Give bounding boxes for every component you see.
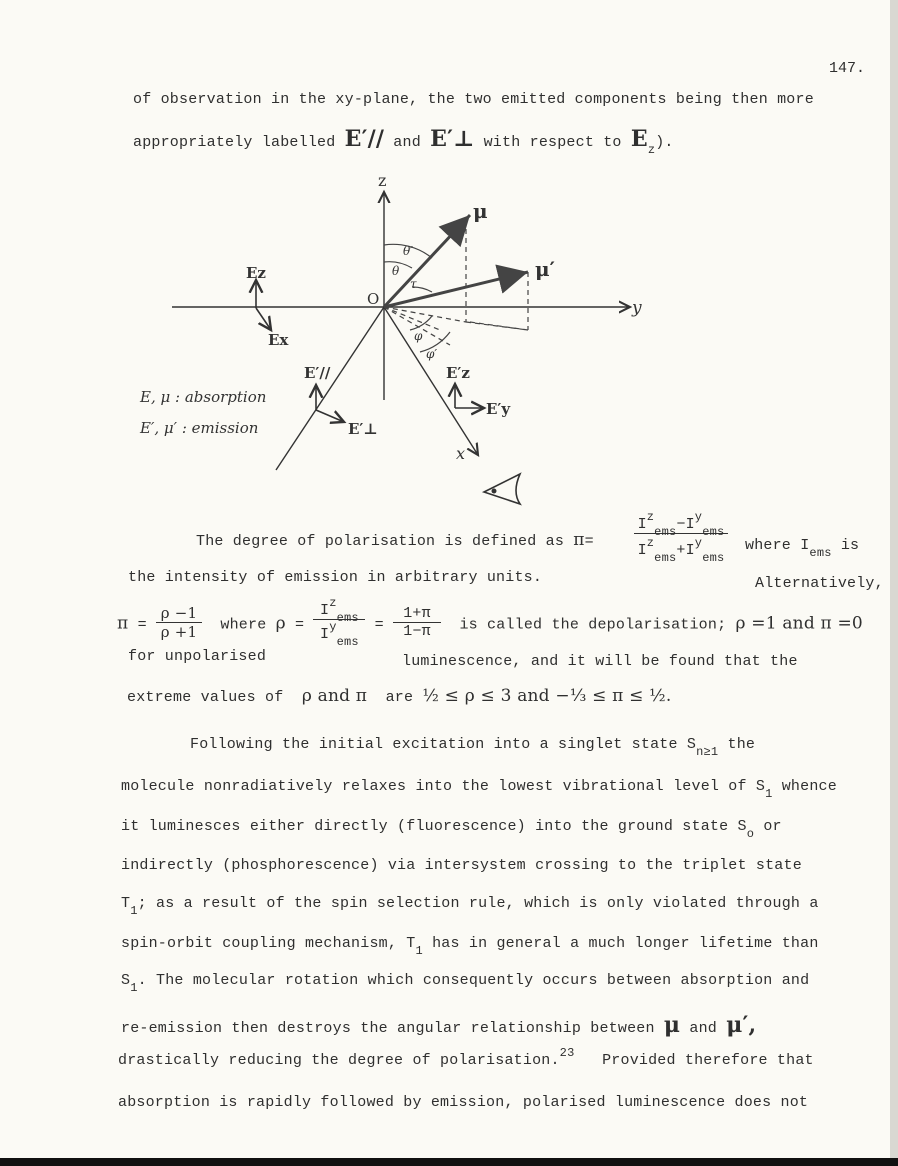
pi-symbol: π <box>573 530 585 550</box>
e-perp-vector <box>316 410 344 422</box>
mu-prime-vector <box>384 272 528 307</box>
para2-line-5: $T_1$; as a result of the spin selection rule, which is only violated through a <box>121 895 819 918</box>
x-axis-label: x <box>456 444 466 463</box>
e-z-subscript: z <box>647 143 656 157</box>
polarisation-line-4a: for unpolarised <box>128 648 267 665</box>
mu-prime-label: μ′ <box>535 257 555 281</box>
pi-fraction: $\frac{I^z_{ems}-I^y_{ems}}{I^z_{ems}+I^y_{ems}}$ <box>634 518 728 561</box>
phi-label: φ <box>414 329 423 343</box>
theta-prime-label: θ′ <box>403 244 413 258</box>
para2-line-7: $S_1$. The molecular rotation which consequently occurs between absorption and <box>121 972 810 995</box>
extreme-values-line: extreme values of ρ and π are ½ ≤ ρ ≤ 3 and −⅓ ≤ π ≤ ½. <box>127 686 672 706</box>
intro-line-2-b: with respect to <box>483 134 622 151</box>
ez-label: Ez <box>246 264 266 282</box>
ex-label: Ex <box>268 331 289 349</box>
mu-symbol: μ <box>663 1012 681 1038</box>
observer-eye <box>484 474 520 504</box>
y-axis-label: y <box>632 298 642 318</box>
equals: = <box>584 533 594 550</box>
e-perp-symbol: E′⊥ <box>430 126 475 152</box>
mu-prime-symbol: μ′, <box>726 1012 757 1038</box>
observation-line <box>276 307 384 470</box>
alternatively: Alternatively, <box>755 575 884 592</box>
ex-vector <box>256 308 271 330</box>
intro-line-1: of observation in the xy-plane, the two emitted components being then more <box>133 91 814 108</box>
para2-line-9: drastically reducing the degree of polarisation.$^{23}$ Provided therefore that <box>118 1046 814 1069</box>
intro-and: and <box>393 134 421 151</box>
rho-relation: π = $\frac{\rho -1}{\rho +1}$ where ρ = $\frac{I^z_{ems}}{I^y_{ems}}$ = $\frac{1+\pi}{1-\pi}$ is called the depolarisation; ρ =1 and π =0 <box>117 596 863 649</box>
para2-line-10: absorption is rapidly followed by emission, polarised luminescence does not <box>118 1094 809 1111</box>
polarisation-line-1-end: where $I_{ems}$ is <box>745 537 860 560</box>
origin-label: O <box>367 290 380 308</box>
e-par-label: E′// <box>304 364 331 382</box>
reference-23: 23 <box>559 1046 575 1060</box>
para2-line-3: it luminesces either directly (fluorescence) into the ground state $S_o$ or <box>121 818 782 841</box>
e-perp-label: E′⊥ <box>348 420 378 438</box>
z-axis-label: z <box>378 171 387 190</box>
polarisation-line-4b: luminescence, and it will be found that the <box>402 653 798 670</box>
intro-line-2-a: appropriately labelled <box>133 134 336 151</box>
ey-prime-label: E′y <box>486 400 511 418</box>
intro-close: ). <box>655 134 674 151</box>
legend-emission: E′, μ′ : emission <box>140 419 259 437</box>
mu-label: μ <box>473 199 488 223</box>
para2-line-8: re-emission then destroys the angular relationship between μ and μ′, <box>121 1012 757 1038</box>
para2-line-6: spin-orbit coupling mechanism, $T_1$ has in general a much longer lifetime than <box>121 935 819 958</box>
theta-label: θ <box>392 264 400 278</box>
para2-line-2: molecule nonradiatively relaxes into the lowest vibrational level of $S_1$ whence <box>121 778 837 801</box>
tau-label: τ <box>410 277 417 291</box>
mu-vector <box>384 215 470 307</box>
legend-absorption: E, μ : absorption <box>140 388 267 406</box>
polarisation-line-2: the intensity of emission in arbitrary units. <box>128 569 543 586</box>
e-z-symbol: E <box>630 126 648 152</box>
ez-prime-label: E′z <box>446 364 470 382</box>
polarisation-definition-text: The degree of polarisation is defined as <box>196 533 565 550</box>
e-parallel-symbol: E′// <box>344 126 385 152</box>
phi-prime-label: φ′ <box>426 347 438 361</box>
para2-line-4: indirectly (phosphorescence) via intersystem crossing to the triplet state <box>121 857 802 874</box>
polarisation-line-1 <box>196 530 594 550</box>
phi-arc <box>410 316 432 330</box>
para2-line-1: Following the initial excitation into a singlet state $S_{n\ge 1}$ the <box>190 736 756 759</box>
page-number: 147. <box>829 60 866 77</box>
